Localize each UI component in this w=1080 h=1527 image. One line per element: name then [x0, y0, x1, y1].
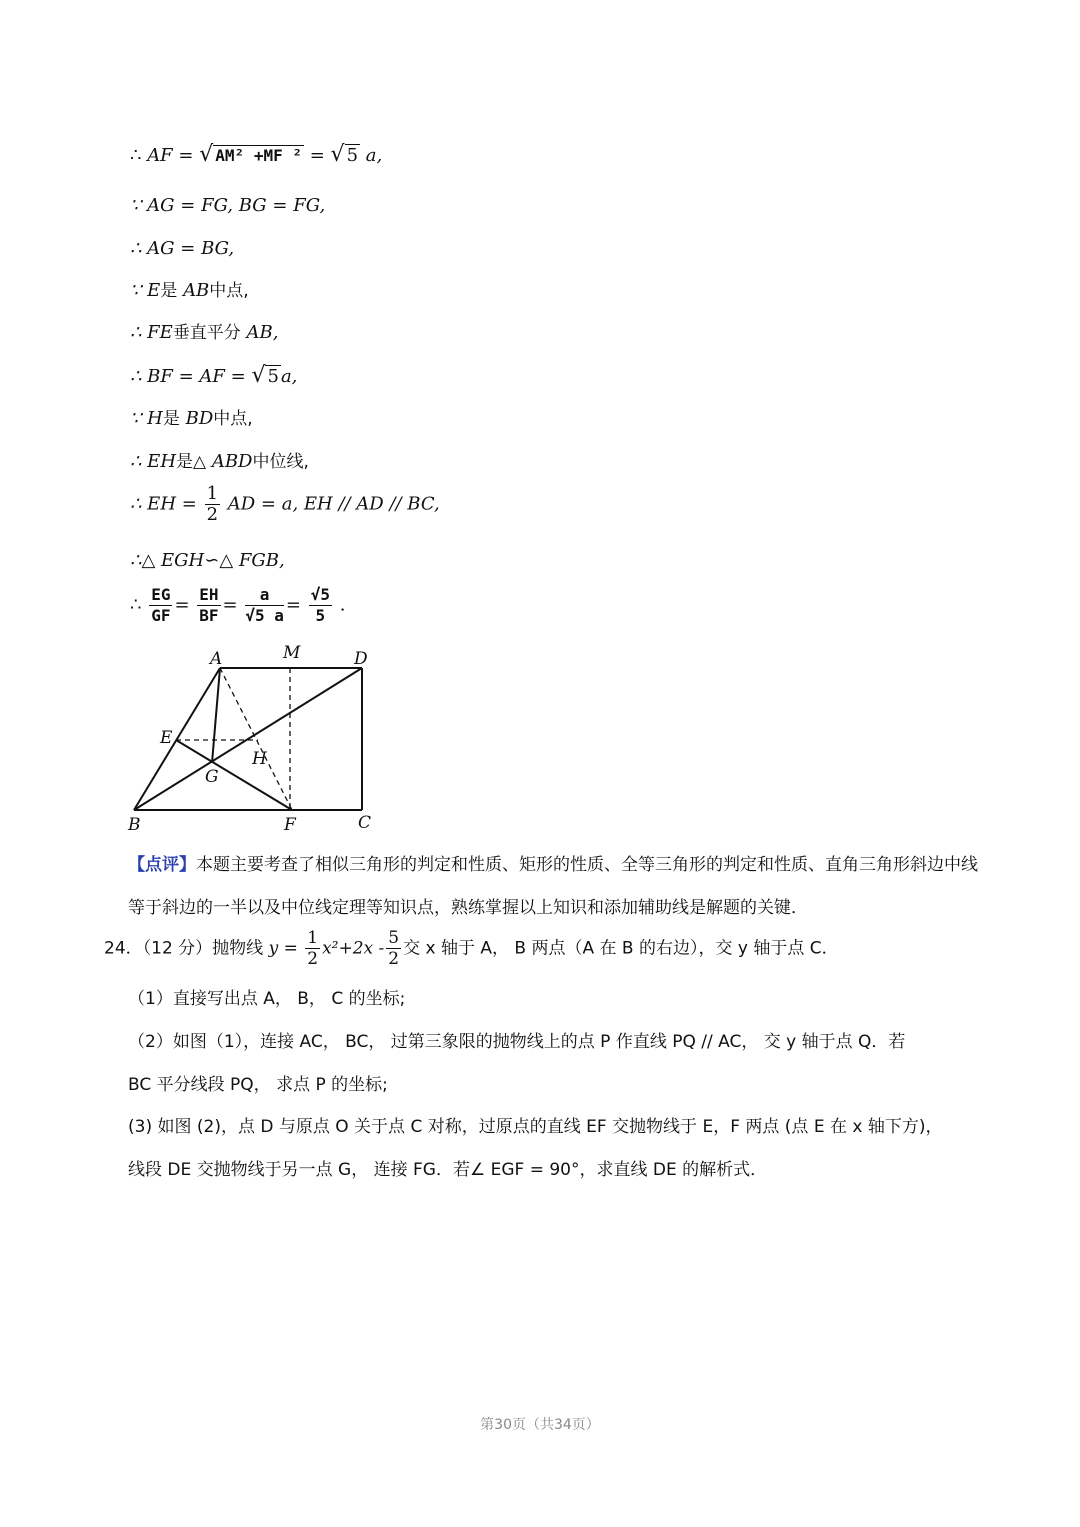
math-term: x²+2x -: [322, 938, 385, 959]
radicand: 5: [267, 366, 279, 387]
proof-line-7: [130, 406, 253, 432]
proof-line-8: [130, 449, 309, 475]
denominator: 2: [206, 504, 219, 525]
fraction: [309, 585, 332, 626]
text-fragment: 中点,: [213, 409, 253, 429]
numerator: 1: [206, 483, 219, 504]
numerator: 1: [307, 928, 319, 948]
radicand: 5 a: [254, 606, 284, 625]
math-term: a,: [365, 145, 383, 166]
proof-line-6: [130, 363, 297, 390]
math-term: ∵ E: [130, 280, 161, 301]
geometry-figure: [120, 640, 390, 840]
proof-line-9: [130, 484, 440, 525]
label-b: B: [128, 815, 141, 835]
text-fragment: 垂直平分: [172, 323, 241, 343]
proof-line-1: [130, 142, 382, 169]
label-c: C: [358, 813, 372, 833]
math-term: BD: [185, 408, 214, 429]
proof-line-11: ∴ $\frac{EG}{GF}$ = $\frac{EH}{BF}$ = $\frac{a}{√5 a}$ = $\frac{√5}{5}$ .: [130, 585, 346, 625]
page-footer: 第30页（共34页）: [480, 1417, 600, 1433]
radical-sign: √: [330, 142, 345, 167]
fraction: [205, 484, 220, 525]
equals-sign: =: [178, 145, 194, 166]
question-24-part-2b: BC 平分线段 PQ， 求点 P 的坐标;: [128, 1075, 388, 1095]
fraction: [197, 585, 220, 626]
math-term: y =: [268, 938, 298, 959]
numerator: √5: [310, 585, 330, 604]
label-f: F: [284, 815, 296, 835]
fraction: [386, 928, 401, 969]
math-term: ∴ FE: [130, 322, 173, 343]
equals-sign: =: [309, 145, 325, 166]
therefore-symbol: ∴: [130, 145, 142, 166]
label-d: D: [354, 649, 368, 669]
denominator: √5 a: [245, 606, 284, 625]
math-term: AF: [147, 145, 173, 166]
denominator: 5: [315, 606, 326, 625]
question-24-part-3b: 线段 DE 交抛物线于另一点 G， 连接 FG．若∠ EGF = 90°，求直线 DE 的解析式．: [128, 1160, 768, 1180]
math-term: ∴ EH =: [130, 493, 197, 515]
label-g: G: [205, 767, 219, 787]
label-m: M: [283, 643, 301, 663]
label-e: E: [160, 728, 173, 748]
label-a: A: [210, 649, 223, 669]
segment-ag: [212, 668, 220, 763]
denominator: 2: [388, 949, 400, 969]
numerator: a: [245, 585, 284, 606]
text-fragment: 中点,: [209, 281, 249, 301]
question-number: 24．（12 分）抛物线: [104, 938, 264, 959]
denominator: 2: [307, 949, 319, 969]
math-term: AD = a, EH // AD // BC,: [227, 493, 440, 515]
math-term: a,: [280, 366, 298, 387]
proof-line-5: [130, 320, 279, 346]
radical-sign: √: [251, 363, 266, 388]
numerator: EG: [151, 585, 171, 604]
proof-line-2: ∵ AG = FG, BG = FG,: [130, 195, 326, 216]
question-24-part-1: （1）直接写出点 A， B， C 的坐标;: [128, 989, 406, 1009]
fraction: [149, 585, 172, 626]
therefore-symbol: ∴: [130, 594, 142, 616]
math-term: ∴ EH: [130, 451, 177, 472]
numerator: 5: [388, 928, 400, 948]
text-fragment: 中位线,: [252, 452, 309, 472]
question-24-part-3a: (3) 如图 (2)，点 D 与原点 O 关于点 C 对称，过原点的直线 EF 交抛物线于 E，F 两点 (点 E 在 x 轴下方)，: [128, 1117, 943, 1137]
text-fragment: 是: [160, 281, 178, 301]
segment-ab: [134, 668, 220, 810]
radical-sign: √: [199, 142, 214, 167]
numerator: EH: [199, 585, 219, 604]
math-term: ∴ BF = AF =: [130, 366, 246, 387]
text-fragment: 是△: [176, 452, 207, 472]
fraction: [305, 928, 320, 969]
text-fragment: 是: [162, 409, 180, 429]
comment-text: 本题主要考查了相似三角形的判定和性质、矩形的性质、全等三角形的判定和性质、直角三角形斜边中线等于斜边的一半以及中位线定理等知识点，熟练掌握以上知识和添加辅助线是解题的关键．: [128, 855, 978, 918]
label-h: H: [252, 749, 267, 769]
denominator: BF: [199, 606, 219, 625]
math-term: ∵ H: [130, 408, 163, 429]
denominator: GF: [151, 606, 171, 625]
math-term: AB,: [246, 322, 279, 343]
comment-paragraph: [128, 844, 988, 930]
radicand: 5: [346, 145, 359, 166]
proof-line-4: [130, 278, 249, 304]
math-term: ABD: [211, 451, 253, 472]
proof-line-3: ∴ AG = BG,: [130, 238, 235, 259]
radicand: 5: [320, 585, 330, 604]
question-24-stem: [104, 928, 839, 969]
fraction: [245, 585, 284, 626]
math-term: AB: [183, 280, 210, 301]
comment-tag: 【点评】: [128, 855, 196, 875]
radicand: AM² +MF ²: [215, 146, 302, 165]
period: .: [339, 594, 346, 616]
stem-text: 交 x 轴于 A， B 两点（A 在 B 的右边），交 y 轴于点 C．: [403, 938, 839, 959]
proof-line-10: ∴△ EGH∽△ FGB,: [130, 550, 285, 571]
question-24-part-2a: （2）如图（1），连接 AC， BC， 过第三象限的抛物线上的点 P 作直线 PQ // AC， 交 y 轴于点 Q．若: [128, 1032, 906, 1052]
